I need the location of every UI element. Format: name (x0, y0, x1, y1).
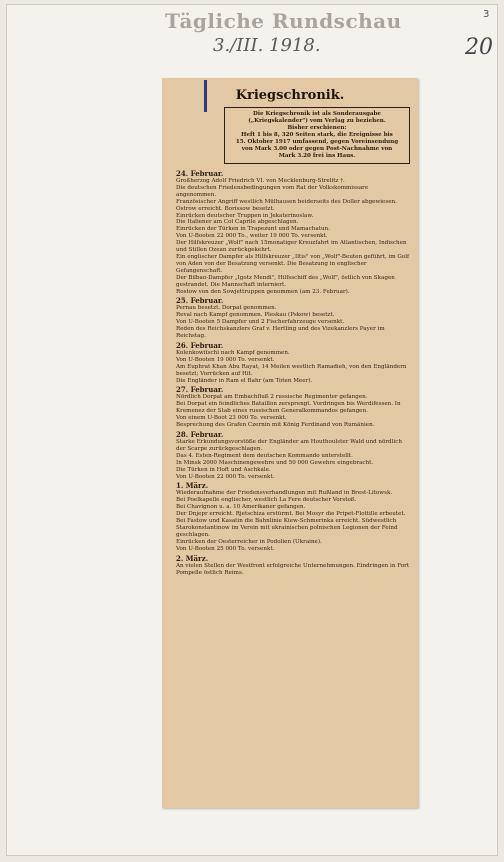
chronicle-entry: An vielen Stellen der Westfront erfolgreiche Unternehmungen. Eindringen in Fort Pompelle östlich Reims. (176, 562, 410, 576)
chronicle-entry: Die Italiener am Col Caprile abgeschlagen. (176, 219, 299, 226)
notice-line: Die Kriegschronik ist als Sonderausgabe (253, 111, 381, 117)
notice-line: Mark 3.20 frei ins Haus. (278, 153, 356, 159)
day-heading: 1. März. (176, 481, 209, 491)
chronicle-entry: Nördlich Dorpat am Embachfluß 2 russische Regimenter gefangen. (176, 394, 368, 401)
newspaper-stamp: Tägliche Rundschau (165, 9, 402, 33)
day-heading: 25. Februar. (176, 296, 224, 306)
chronicle-entry: Der Hilfskreuzer „Wolf" nach 15monatiger Kreuzfahrt im Atlantischen, Indischen und Stillen Ozean zurückgekehrt. (176, 240, 407, 254)
chronicle-entry: Von U-Booten 22 000 To., weiter 19 000 To. versenkt. (176, 233, 328, 240)
ink-bracket-mark (204, 80, 207, 112)
chronicle-day (176, 342, 410, 385)
chronicle-entry: Ein englischer Dampfer als Hilfskreuzer „Iltis" von „Wolf"-Beuten geführt, im Golf von Aden von der Besatzung versenkt. Die Besatzung in englischer Gefangenschaft. (176, 253, 410, 274)
chronicle-entry: Rostow von den Sowjettruppen genommen (am 23. Februar). (176, 288, 350, 295)
chronicle-entry: Ostrow erreicht. Borissow besetzt. (176, 205, 275, 212)
chronicle-entry: In Minsk 2000 Maschinengewehre und 50 000 Gewehre eingebracht. (176, 459, 374, 466)
subscription-notice (224, 107, 410, 164)
chronicle-entry: Reden des Reichskanzlers Graf v. Hertling und des Vizekanzlers Payer im Reichstag. (176, 326, 385, 340)
notice-line: Heft 1 bis 8, 320 Seiten stark, die Ereignisse bis (241, 132, 393, 138)
day-heading: 28. Februar. (176, 430, 224, 439)
chronicle-entry: Von U-Booten 22 000 To. versenkt. (176, 473, 275, 480)
clipping-title: Kriegschronik. (235, 88, 345, 103)
chronicle-entry: Starke Erkundungsvorstöße der Engländer am Houthoulster Wald und nördlich der Scarpe zurückgeschlagen. (176, 439, 402, 452)
chronicle-entry: Der Dnjepr erreicht. Rjetschiza erstürmt. Bei Mosyr die Pripet-Flottille erbeutet. (176, 511, 406, 518)
chronicle-entry: Die Engländer in Ram el Bahr (am Toten Meer). (176, 377, 313, 384)
chronicle-day (176, 297, 410, 340)
chronicle-entry: Pernau besetzt. Dorpat genommen. (176, 305, 277, 312)
handwritten-date: 3./III. 1918. (213, 35, 321, 56)
chronicle-entry: Einrücken der Türken in Trapezunt und Mamachatun. (176, 226, 330, 233)
chronicle-entry: Reval nach Kampf genommen. Pleskau (Pskow) besetzt. (176, 312, 335, 319)
chronicle-entry: Wiederaufnahme der Friedensverhandlungen mit Rußland in Brest-Litowsk. (176, 490, 393, 497)
day-heading: 24. Februar. (176, 169, 224, 178)
chronicle-day (176, 482, 410, 552)
day-heading: 27. Februar. (176, 385, 224, 395)
folio-number: 20 (465, 35, 493, 60)
chronicle-entry: Bei Chavignon u. a. 10 Amerikaner gefangen. (176, 504, 306, 511)
chronicle-entry: Die deutschen Friedensbedingungen vom Rat der Volkskommissare angenommen. (176, 184, 369, 198)
chronicle-day (176, 555, 410, 577)
chronicle-entry: Von U-Booten 5 Dampfer und 2 Fischerfahrzeuge versenkt. (176, 319, 345, 326)
chronicle-body (162, 170, 418, 576)
chronicle-entry: Kolenkowitschi nach Kampf genommen. (176, 349, 290, 356)
chronicle-day (176, 386, 410, 429)
day-heading: 2. März. (176, 553, 209, 563)
notice-line: („Kriegskalender") vom Verlag zu beziehen. (248, 118, 386, 124)
newspaper-clipping (162, 78, 418, 808)
chronicle-entry: Von einem U-Boot 23 000 To. versenkt. (176, 415, 287, 422)
chronicle-day (176, 431, 410, 480)
chronicle-entry: Besprechung des Grafen Czernin mit König Ferdinand von Rumänien. (176, 422, 375, 429)
chronicle-entry: Französischer Angriff westlich Mülhausen beiderseits des Doller abgewiesen. (176, 198, 397, 205)
chronicle-entry: Von U-Booten 19 000 To. versenkt. (176, 356, 275, 363)
chronicle-entry: Von U-Booten 25 000 To. versenkt. (176, 545, 275, 552)
notice-line: von Mark 3.00 oder gegen Post-Nachnahme von (241, 146, 393, 152)
chronicle-entry: Bei Poelkapelle englischer, westlich La Fere deutscher Vorstoß. (176, 497, 357, 504)
notice-line: Bisher erschienen: (287, 125, 347, 131)
chronicle-entry: Großherzog Adolf Friedrich VI. von Mecklenburg-Strelitz †. (176, 178, 345, 184)
chronicle-entry: Die Türken in Hoft und Aschkale. (176, 466, 271, 473)
notice-line: 15. Oktober 1917 umfassend, gegen Voreinsendung (235, 139, 399, 145)
chronicle-day (176, 170, 410, 295)
chronicle-entry: Einrücken deutscher Truppen in Jekaterinoslaw. (176, 212, 314, 219)
chronicle-entry: Am Euphrat Khan Abu Rayat, 14 Meilen westlich Ramadieh, von den Engländern besetzt; Vorrücken auf Hit. (176, 363, 407, 377)
chronicle-entry: Bei Fastow und Kasatin die Bahnlinie Kiew-Schmerinka erreicht. Südwestlich Starokonstantinow im Verein mit ukrainischen polnischen Legionen der Feind geschlagen. (176, 518, 398, 538)
chronicle-entry: Einrücken der Oesterreicher in Podolien (Ukraine). (176, 538, 322, 545)
chronicle-entry: Das 4. Esten-Regiment dem deutschen Kommando unterstellt. (176, 452, 353, 459)
chronicle-entry: Der Bilbao-Dampfer „Igotz Mendi", Hilfsschiff des „Wolf", östlich von Skagen gestrandet. Die Mannschaft interniert. (176, 274, 395, 288)
page-number: 3 (483, 9, 490, 20)
chronicle-entry: Bei Dorpat ein feindliches Bataillon zersprengt. Vordringen bis Werdifessen. In Kremenez der Stab eines russischen Generalkommandos gefangen. (176, 401, 401, 415)
day-heading: 26. Februar. (176, 340, 224, 350)
